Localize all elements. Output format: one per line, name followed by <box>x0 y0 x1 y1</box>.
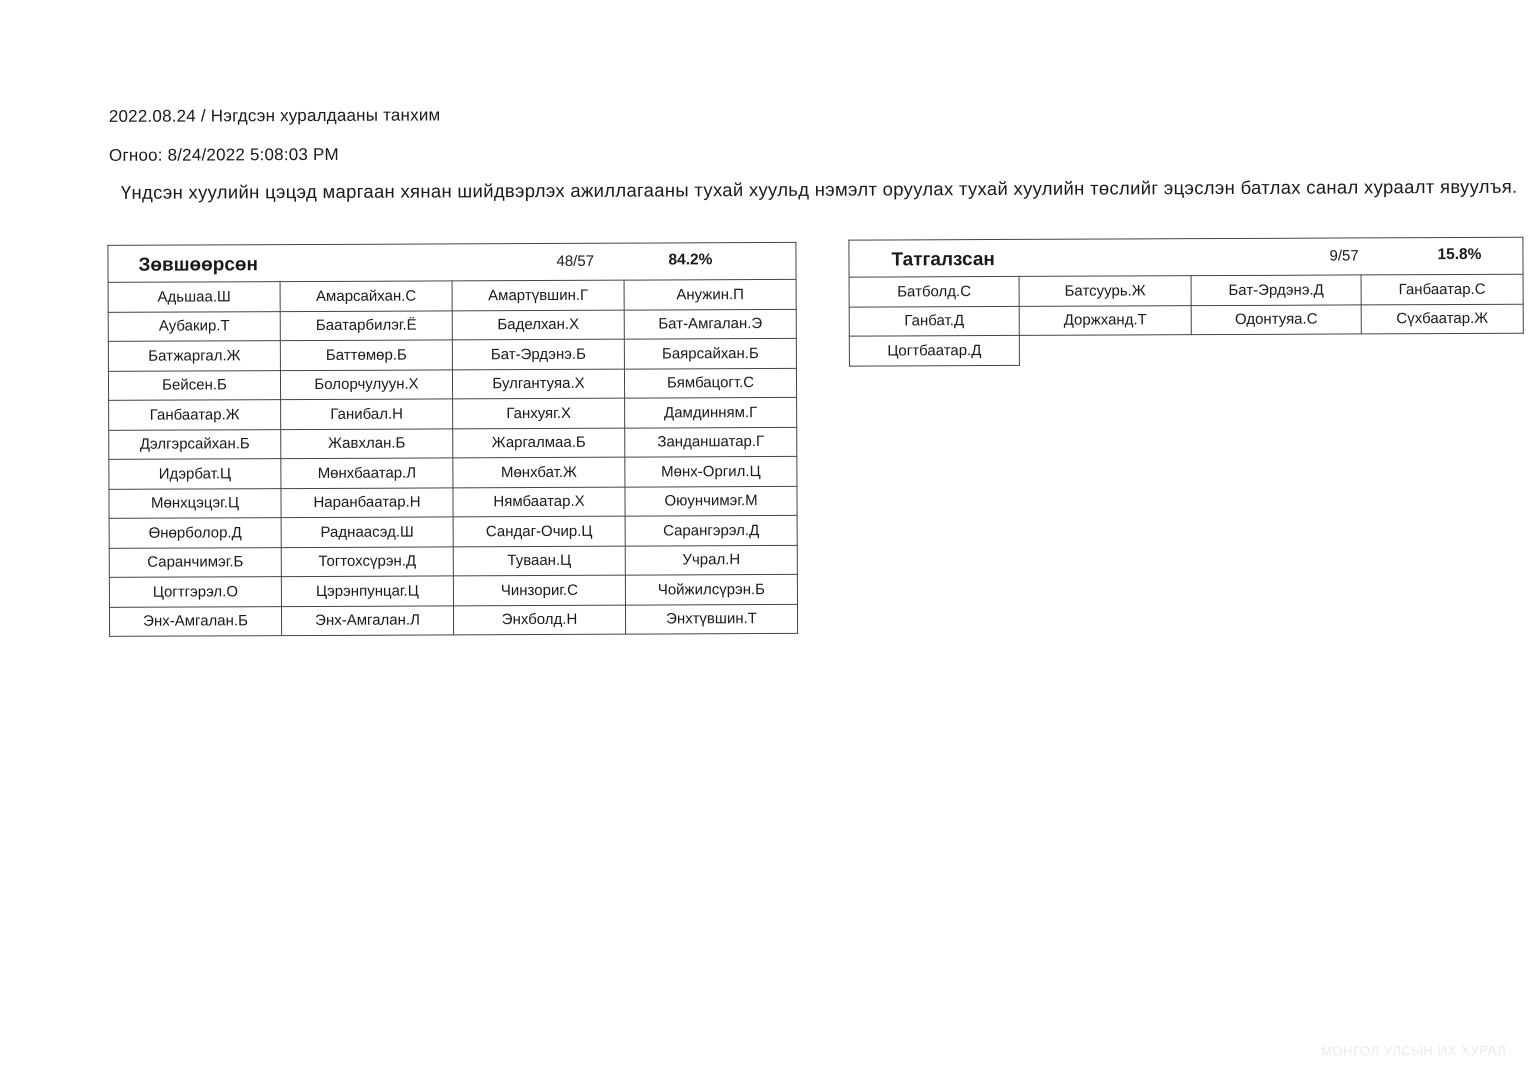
table-row <box>849 304 1523 336</box>
member-name: Бейсен.Б <box>108 370 280 400</box>
member-name: Батжаргал.Ж <box>108 341 280 371</box>
member-name: Болорчулуун.Х <box>280 369 452 399</box>
empty-cell <box>1019 335 1191 365</box>
table-row <box>849 274 1523 306</box>
member-name: Ганбаатар.С <box>1361 274 1523 304</box>
member-name: Баделхан.Х <box>452 310 624 340</box>
rejected-table <box>848 237 1524 366</box>
member-name: Жаргалмаа.Б <box>453 428 625 458</box>
member-name: Бат-Эрдэнэ.Б <box>452 339 624 369</box>
member-name: Булгантуяа.Х <box>452 369 624 399</box>
member-name: Амартүвшин.Г <box>452 280 624 310</box>
member-name: Одонтуяа.С <box>1191 304 1361 334</box>
member-name: Идэрбат.Ц <box>109 459 281 489</box>
approved-header <box>108 242 796 282</box>
member-name: Анужин.П <box>624 279 796 309</box>
rejected-percent: 15.8% <box>1437 245 1482 264</box>
table-row <box>109 604 797 637</box>
member-name: Сүхбаатар.Ж <box>1361 304 1523 334</box>
watermark: МОНГОЛ УЛСЫН ИХ ХУРАЛ <box>1320 1042 1507 1059</box>
member-name: Жавхлан.Б <box>281 428 453 458</box>
member-name: Дамдинням.Г <box>625 397 797 427</box>
member-name: Цогтгэрэл.О <box>109 577 281 607</box>
member-name: Тогтохсүрэн.Д <box>281 546 453 576</box>
table-row <box>849 333 1523 365</box>
approved-header-row <box>108 242 796 282</box>
member-name: Энх-Амгалан.Л <box>281 605 453 635</box>
member-name: Баярсайхан.Б <box>624 338 796 368</box>
member-name: Энхтүвшин.Т <box>625 604 797 634</box>
member-name: Доржханд.Т <box>1019 305 1191 335</box>
empty-cell <box>1361 333 1523 363</box>
motion-title: Үндсэн хуулийн цэцэд маргаан хянан шийдвэрлэх ажиллагааны тухай хуульд нэмэлт оруулах тухай хуулийн төслийг эцэслэн батлах санал хураалт явуулъя. <box>120 175 1518 203</box>
member-name: Мөнх-Оргил.Ц <box>625 456 797 486</box>
approved-count: 48/57 <box>556 252 595 270</box>
table-row <box>108 279 796 312</box>
approved-percent: 84.2% <box>668 251 713 269</box>
member-name: Мөнхбат.Ж <box>453 457 625 487</box>
member-name: Өнөрболор.Д <box>109 518 281 548</box>
member-name: Ганхуяг.Х <box>453 398 625 428</box>
member-name: Раднаасэд.Ш <box>281 517 453 547</box>
member-name: Аубакир.Т <box>108 311 280 341</box>
member-name: Дэлгэрсайхан.Б <box>109 429 281 459</box>
member-name: Сарангэрэл.Д <box>625 515 797 545</box>
member-name: Саранчимэг.Б <box>109 547 281 577</box>
member-name: Энхболд.Н <box>453 605 625 635</box>
table-row <box>108 338 796 371</box>
approved-table <box>107 242 798 637</box>
table-row <box>109 397 797 430</box>
member-name: Энх-Амгалан.Б <box>109 606 281 636</box>
member-name: Амарсайхан.С <box>280 281 452 311</box>
member-name: Нямбаатар.Х <box>453 487 625 517</box>
member-name: Чинзориг.С <box>453 575 625 605</box>
table-row <box>109 515 797 548</box>
table-row <box>109 574 797 607</box>
table-row <box>109 456 797 489</box>
member-name: Баттөмөр.Б <box>280 340 452 370</box>
member-name: Баатарбилэг.Ё <box>280 310 452 340</box>
member-name: Мөнхцэцэг.Ц <box>109 488 281 518</box>
member-name: Чойжилсүрэн.Б <box>625 574 797 604</box>
member-name: Сандаг-Очир.Ц <box>453 516 625 546</box>
member-name: Ганибал.Н <box>281 399 453 429</box>
rejected-count: 9/57 <box>1329 247 1359 265</box>
rejected-header-row <box>849 237 1523 277</box>
empty-cell <box>1191 334 1361 364</box>
table-row <box>108 309 796 342</box>
member-name: Ганбат.Д <box>849 306 1019 336</box>
member-name: Цогтбаатар.Д <box>849 335 1019 365</box>
table-row <box>109 427 797 460</box>
member-name: Адьшаа.Ш <box>108 282 280 312</box>
member-name: Занданшатар.Г <box>625 427 797 457</box>
table-row <box>109 486 797 519</box>
member-name: Батсуурь.Ж <box>1019 276 1191 306</box>
member-name: Бат-Эрдэнэ.Д <box>1191 275 1361 305</box>
vote-timestamp: Огноо: 8/24/2022 5:08:03 PM <box>108 144 339 165</box>
date-location: 2022.08.24 / Нэгдсэн хуралдааны танхим <box>108 105 441 126</box>
member-name: Цэрэнпунцаг.Ц <box>281 576 453 606</box>
member-name: Бямбацогт.С <box>624 368 796 398</box>
rejected-label: Татгалзсан <box>891 249 995 271</box>
member-name: Туваан.Ц <box>453 546 625 576</box>
rejected-header <box>849 237 1523 277</box>
approved-label: Зөвшөөрсөн <box>138 254 259 276</box>
member-name: Оюунчимэг.М <box>625 486 797 516</box>
member-name: Батболд.С <box>849 276 1019 306</box>
table-row <box>109 545 797 578</box>
member-name: Бат-Амгалан.Э <box>624 309 796 339</box>
member-name: Наранбаатар.Н <box>281 487 453 517</box>
table-row <box>108 368 796 401</box>
member-name: Мөнхбаатар.Л <box>281 458 453 488</box>
member-name: Учрал.Н <box>625 545 797 575</box>
member-name: Ганбаатар.Ж <box>109 400 281 430</box>
